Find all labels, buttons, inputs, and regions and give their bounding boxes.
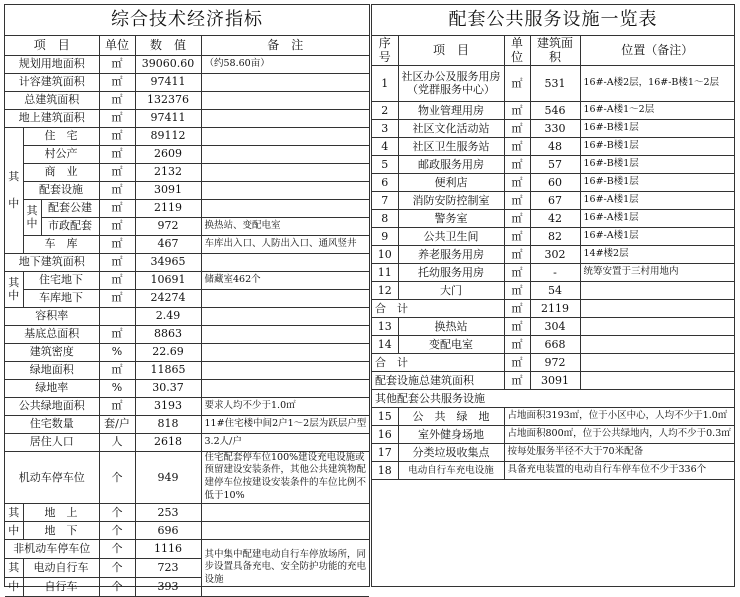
row-no: 5 (372, 155, 398, 173)
row-note (201, 127, 369, 145)
table-row (5, 539, 369, 558)
row-name: 配套公建 (41, 199, 99, 217)
row-area: 668 (530, 335, 580, 353)
row-name: 地上建筑面积 (5, 109, 99, 127)
table-row (5, 217, 369, 235)
row-note: （约58.60亩） (201, 55, 369, 73)
row-no: 14 (372, 335, 398, 353)
subtotal-row (372, 299, 734, 317)
row-unit: ㎡ (504, 263, 530, 281)
row-unit: ㎡ (99, 109, 135, 127)
row-value: 972 (135, 217, 201, 235)
row-note (201, 361, 369, 379)
row-no: 11 (372, 263, 398, 281)
row-no: 12 (372, 281, 398, 299)
subgroup-label-qizhong: 其 中 (23, 199, 41, 235)
row-unit: ㎡ (504, 137, 530, 155)
row-note: 14#楼2层 (580, 245, 734, 263)
row-value: 818 (135, 415, 201, 433)
row-name: 养老服务用房 (398, 245, 504, 263)
row-unit: ㎡ (99, 127, 135, 145)
row-note (201, 307, 369, 325)
row-note: 3.2人/户 (201, 433, 369, 451)
row-note (201, 73, 369, 91)
row-name: 绿地率 (5, 379, 99, 397)
col-header-no: 序号 (372, 36, 398, 65)
row-value: 34965 (135, 253, 201, 271)
row-name: 消防安防控制室 (398, 191, 504, 209)
col-header-location: 位置（备注） (580, 36, 734, 65)
row-unit: ㎡ (99, 325, 135, 343)
table-row (5, 271, 369, 289)
table-row (5, 343, 369, 361)
subtotal-unit: ㎡ (504, 299, 530, 317)
row-unit: ㎡ (504, 335, 530, 353)
table-row (5, 325, 369, 343)
row-value: 10691 (135, 271, 201, 289)
row-note: 16#-A楼2层，16#-B楼1～2层 (580, 65, 734, 101)
indicators-table (5, 36, 369, 597)
row-note (201, 145, 369, 163)
row-unit: ㎡ (99, 91, 135, 109)
table-row (5, 397, 369, 415)
table-row (5, 433, 369, 451)
row-note (201, 253, 369, 271)
row-unit: ㎡ (504, 317, 530, 335)
row-unit: ㎡ (99, 397, 135, 415)
table-row (372, 317, 734, 335)
row-note (201, 343, 369, 361)
row-no: 15 (372, 407, 398, 425)
row-name: 公共绿地面积 (5, 397, 99, 415)
row-value: 467 (135, 235, 201, 253)
col-header-item: 项 目 (5, 36, 99, 55)
row-note: 16#-A楼1～2层 (580, 101, 734, 119)
row-no: 17 (372, 443, 398, 461)
table-row (5, 379, 369, 397)
row-unit: ㎡ (99, 217, 135, 235)
row-unit: ㎡ (504, 173, 530, 191)
table-row (372, 155, 734, 173)
row-note (201, 199, 369, 217)
row-name: 配套设施 (23, 181, 99, 199)
row-unit (99, 307, 135, 325)
table-row (5, 163, 369, 181)
row-area: 42 (530, 209, 580, 227)
row-name: 规划用地面积 (5, 55, 99, 73)
table-row (5, 503, 369, 521)
row-name: 居住人口 (5, 433, 99, 451)
row-unit: ㎡ (504, 155, 530, 173)
row-area: 54 (530, 281, 580, 299)
table-row (5, 235, 369, 253)
row-name: 绿地面积 (5, 361, 99, 379)
row-value: 11865 (135, 361, 201, 379)
table-row (5, 73, 369, 91)
subtotal-row (372, 353, 734, 371)
row-unit: ㎡ (504, 119, 530, 137)
row-name: 电动自行车充电设施 (398, 461, 504, 479)
table-row (372, 443, 734, 461)
table-row (372, 119, 734, 137)
total-label: 配套设施总建筑面积 (372, 371, 504, 389)
row-unit: ㎡ (99, 55, 135, 73)
row-note (580, 317, 734, 335)
row-area: 82 (530, 227, 580, 245)
row-area: 546 (530, 101, 580, 119)
row-value: 2618 (135, 433, 201, 451)
row-note: 占地面积800㎡，位于公共绿地内，人均不少于0.3㎡ (504, 425, 734, 443)
row-note: 要求人均不少于1.0㎡ (201, 397, 369, 415)
col-header-unit: 单位 (504, 36, 530, 65)
table-row (372, 425, 734, 443)
table-row (372, 461, 734, 479)
row-value: 97411 (135, 109, 201, 127)
row-name: 地 下 (23, 521, 99, 539)
row-name: 建筑密度 (5, 343, 99, 361)
row-value: 8863 (135, 325, 201, 343)
row-note: 储藏室462个 (201, 271, 369, 289)
subtotal-label: 合 计 (372, 299, 504, 317)
row-note (201, 181, 369, 199)
total-unit: ㎡ (504, 371, 530, 389)
row-name: 市政配套 (41, 217, 99, 235)
row-unit: ㎡ (504, 281, 530, 299)
row-no: 6 (372, 173, 398, 191)
row-value: 696 (135, 521, 201, 539)
row-no: 9 (372, 227, 398, 245)
col-header-value: 数 值 (135, 36, 201, 55)
row-unit: ㎡ (504, 227, 530, 245)
subtotal-label: 合 计 (372, 353, 504, 371)
row-unit: 个 (99, 521, 135, 539)
row-note: 16#-B楼1层 (580, 137, 734, 155)
table-row (372, 101, 734, 119)
row-name: 公 共 绿 地 (398, 407, 504, 425)
table-row (5, 361, 369, 379)
row-note (201, 91, 369, 109)
total-area: 3091 (530, 371, 580, 389)
row-note (201, 109, 369, 127)
row-name: 大门 (398, 281, 504, 299)
row-note: 按每处服务半径不大于70米配备 (504, 443, 734, 461)
row-unit: 个 (99, 558, 135, 577)
row-name: 住宅地下 (23, 271, 99, 289)
row-name: 社区文化活动站 (398, 119, 504, 137)
row-unit: ㎡ (504, 65, 530, 101)
table-row (372, 407, 734, 425)
col-header-unit: 单位 (99, 36, 135, 55)
other-facilities-header: 其他配套公共服务设施 (372, 389, 734, 407)
group-label-zhong: 中 (5, 577, 23, 596)
row-name: 电动自行车 (23, 558, 99, 577)
section-header-row (372, 389, 734, 407)
row-no: 7 (372, 191, 398, 209)
row-value: 3091 (135, 181, 201, 199)
row-no: 2 (372, 101, 398, 119)
row-name: 基底总面积 (5, 325, 99, 343)
row-value: 30.37 (135, 379, 201, 397)
subtotal-area: 2119 (530, 299, 580, 317)
table-row (5, 415, 369, 433)
group-label-qizhong: 其 中 (5, 271, 23, 307)
row-name: 变配电室 (398, 335, 504, 353)
table-row (372, 191, 734, 209)
row-unit: 个 (99, 451, 135, 503)
subtotal-area: 972 (530, 353, 580, 371)
row-area: 60 (530, 173, 580, 191)
row-unit: ㎡ (504, 209, 530, 227)
row-area: 57 (530, 155, 580, 173)
row-value: 89112 (135, 127, 201, 145)
row-name: 总建筑面积 (5, 91, 99, 109)
technical-economic-indicators-panel (4, 4, 370, 594)
table-row (5, 289, 369, 307)
col-header-item: 项 目 (398, 36, 504, 65)
row-note: 16#-A楼1层 (580, 209, 734, 227)
row-value: 132376 (135, 91, 201, 109)
table-header-row (5, 36, 369, 55)
row-name: 村公产 (23, 145, 99, 163)
row-note (201, 503, 369, 521)
row-value: 723 (135, 558, 201, 577)
row-area: - (530, 263, 580, 281)
table-row (5, 451, 369, 503)
row-area: 531 (530, 65, 580, 101)
row-note (201, 163, 369, 181)
table-row (372, 227, 734, 245)
row-name: 车 库 (23, 235, 99, 253)
row-unit: 个 (99, 503, 135, 521)
table-row (372, 335, 734, 353)
row-name: 社区办公及服务用房（党群服务中心） (398, 65, 504, 101)
row-value: 2.49 (135, 307, 201, 325)
row-no: 18 (372, 461, 398, 479)
row-name: 社区卫生服务站 (398, 137, 504, 155)
row-unit: 个 (99, 539, 135, 558)
row-note: 住宅配套停车位100%建设充电设施或预留建设安装条件，其他公共建筑物配建停车位按建设安装条件的车位比例不低于10% (201, 451, 369, 503)
row-name: 换热站 (398, 317, 504, 335)
row-value: 1116 (135, 539, 201, 558)
row-name: 地 上 (23, 503, 99, 521)
row-no: 4 (372, 137, 398, 155)
row-value: 393 (135, 577, 201, 596)
row-unit: ㎡ (99, 199, 135, 217)
row-name: 非机动车停车位 (5, 539, 99, 558)
row-unit: ㎡ (504, 191, 530, 209)
row-note (201, 325, 369, 343)
row-name: 容积率 (5, 307, 99, 325)
indicators-title: 综合技术经济指标 (5, 5, 369, 36)
facilities-table (372, 36, 734, 480)
row-note: 11#住宅楼中间2户1～2层为跃层户型 (201, 415, 369, 433)
row-unit: ㎡ (99, 73, 135, 91)
row-value: 2132 (135, 163, 201, 181)
row-area: 330 (530, 119, 580, 137)
row-unit: 人 (99, 433, 135, 451)
row-unit: 个 (99, 577, 135, 596)
table-row (372, 137, 734, 155)
row-no: 8 (372, 209, 398, 227)
table-row (372, 209, 734, 227)
row-no: 10 (372, 245, 398, 263)
row-note (201, 289, 369, 307)
row-name: 商 业 (23, 163, 99, 181)
total-row (372, 371, 734, 389)
row-name: 地下建筑面积 (5, 253, 99, 271)
row-note (580, 281, 734, 299)
row-note: 其中集中配建电动自行车停放场所，同步设置具备充电、安全防护功能的充电设施 (201, 539, 369, 596)
table-row (5, 181, 369, 199)
row-unit: 套/户 (99, 415, 135, 433)
row-name: 室外健身场地 (398, 425, 504, 443)
group-label-qi: 其 (5, 558, 23, 577)
col-header-area: 建筑面积 (530, 36, 580, 65)
table-row (5, 253, 369, 271)
row-name: 托幼服务用房 (398, 263, 504, 281)
table-row (5, 55, 369, 73)
row-unit: ㎡ (99, 361, 135, 379)
row-unit: ㎡ (99, 253, 135, 271)
row-value: 24274 (135, 289, 201, 307)
row-unit: ㎡ (99, 289, 135, 307)
row-name: 分类垃圾收集点 (398, 443, 504, 461)
row-unit: % (99, 343, 135, 361)
table-row (5, 199, 369, 217)
row-unit: ㎡ (504, 101, 530, 119)
row-name: 自行车 (23, 577, 99, 596)
row-area: 67 (530, 191, 580, 209)
row-value: 39060.60 (135, 55, 201, 73)
row-value: 2119 (135, 199, 201, 217)
subtotal-unit: ㎡ (504, 353, 530, 371)
row-unit: ㎡ (99, 271, 135, 289)
row-note (201, 521, 369, 539)
table-row (372, 281, 734, 299)
row-name: 警务室 (398, 209, 504, 227)
row-note: 换热站、变配电室 (201, 217, 369, 235)
public-service-facilities-panel (371, 4, 735, 587)
row-no: 1 (372, 65, 398, 101)
row-value: 22.69 (135, 343, 201, 361)
table-row (5, 307, 369, 325)
row-unit: ㎡ (99, 145, 135, 163)
row-note (201, 379, 369, 397)
row-note (580, 335, 734, 353)
row-value: 3193 (135, 397, 201, 415)
row-value: 2609 (135, 145, 201, 163)
row-value: 949 (135, 451, 201, 503)
facilities-title: 配套公共服务设施一览表 (372, 5, 734, 36)
table-row (5, 145, 369, 163)
group-label-qizhong: 其 中 (5, 127, 23, 253)
row-unit: ㎡ (504, 245, 530, 263)
table-row (5, 109, 369, 127)
table-row (372, 65, 734, 101)
row-unit: ㎡ (99, 235, 135, 253)
col-header-note: 备 注 (201, 36, 369, 55)
row-name: 住宅数量 (5, 415, 99, 433)
row-value: 97411 (135, 73, 201, 91)
row-name: 便利店 (398, 173, 504, 191)
row-name: 住 宅 (23, 127, 99, 145)
row-name: 邮政服务用房 (398, 155, 504, 173)
row-area: 48 (530, 137, 580, 155)
group-label-qi: 其 (5, 503, 23, 521)
row-note: 16#-B楼1层 (580, 119, 734, 137)
row-note: 16#-A楼1层 (580, 191, 734, 209)
row-area: 302 (530, 245, 580, 263)
row-unit: ㎡ (99, 181, 135, 199)
row-unit: ㎡ (99, 163, 135, 181)
row-note: 具备充电装置的电动自行车停车位不少于336个 (504, 461, 734, 479)
row-name: 车库地下 (23, 289, 99, 307)
table-header-row (372, 36, 734, 65)
row-name: 计容建筑面积 (5, 73, 99, 91)
row-note: 16#-A楼1层 (580, 227, 734, 245)
table-row (372, 263, 734, 281)
row-no: 16 (372, 425, 398, 443)
table-row (5, 91, 369, 109)
group-label-zhong: 中 (5, 521, 23, 539)
row-note: 16#-B楼1层 (580, 173, 734, 191)
table-row (5, 127, 369, 145)
row-name: 物业管理用房 (398, 101, 504, 119)
row-no: 3 (372, 119, 398, 137)
row-name: 机动车停车位 (5, 451, 99, 503)
table-row (372, 245, 734, 263)
row-note: 车库出入口、人防出入口、通风竖井 (201, 235, 369, 253)
row-area: 304 (530, 317, 580, 335)
row-no: 13 (372, 317, 398, 335)
row-note: 统筹安置于三村用地内 (580, 263, 734, 281)
table-row (5, 521, 369, 539)
row-note: 占地面积3193㎡，位于小区中心，人均不少于1.0㎡ (504, 407, 734, 425)
row-value: 253 (135, 503, 201, 521)
row-unit: % (99, 379, 135, 397)
row-name: 公共卫生间 (398, 227, 504, 245)
table-row (372, 173, 734, 191)
row-note: 16#-B楼1层 (580, 155, 734, 173)
